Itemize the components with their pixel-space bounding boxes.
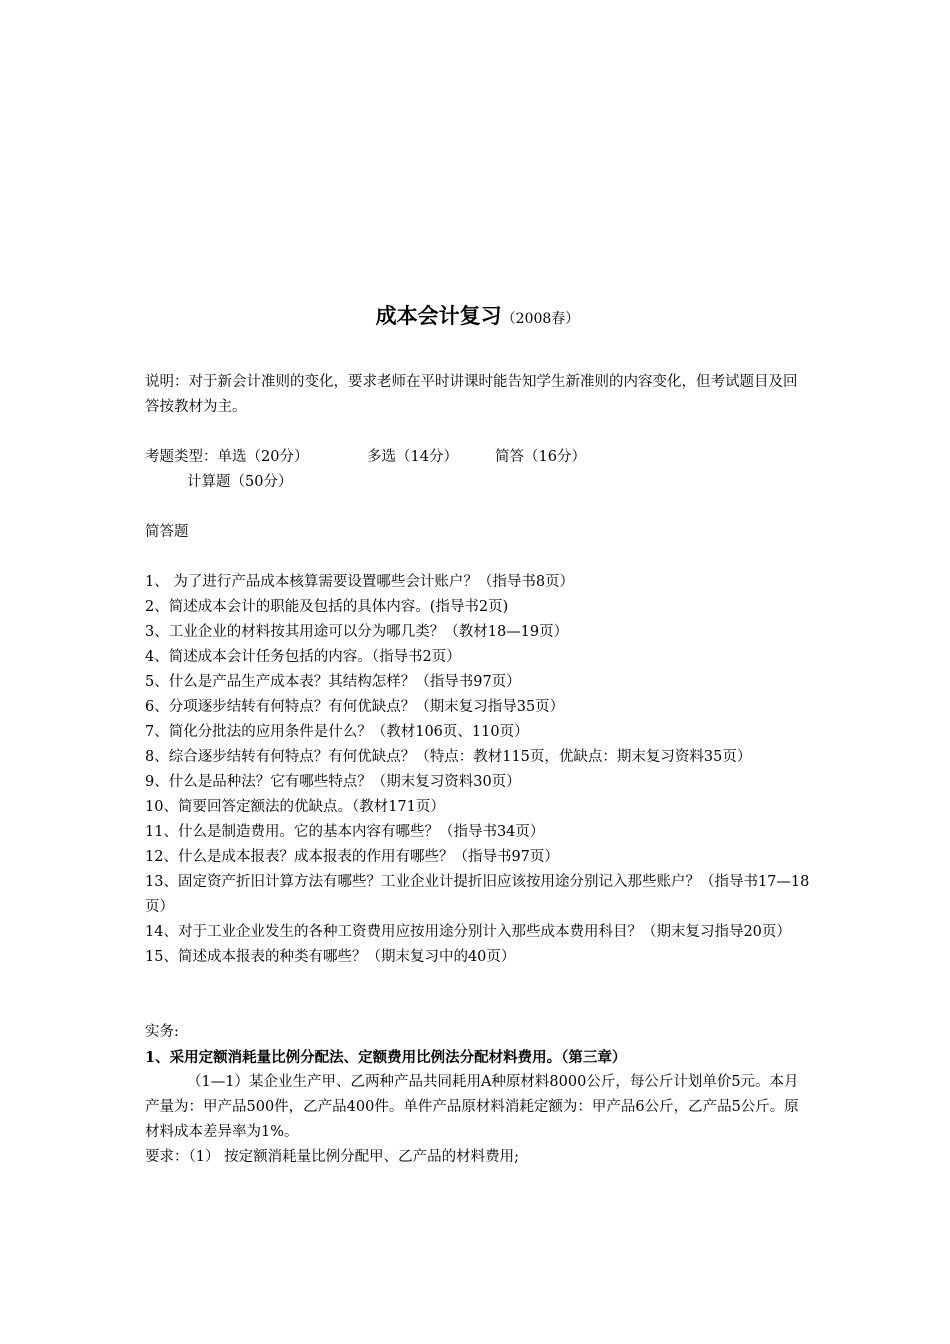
list-item: 6、分项逐步结转有何特点？有何优缺点？（期末复习指导35页） [145,699,565,715]
list-item: 15、简述成本报表的种类有哪些？（期末复习中的40页） [145,949,516,965]
list-item: 4、简述成本会计任务包括的内容。（指导书2页） [145,649,461,665]
title-main: 成本会计复习 [375,303,502,328]
document-title [145,300,810,330]
list-item: 7、简化分批法的应用条件是什么？（教材106页、110页） [145,724,529,740]
practice-item-body: （1—1）某企业生产甲、乙两种产品共同耗用A种原材料8000公斤，每公斤计划单价5元。本月产量为：甲产品500件，乙产品400件。单件产品原材料消耗定额为：甲产品6公斤，乙产品5公斤。原材料成本差异率为1%。 [145,1074,799,1140]
question-list [145,570,810,970]
exam-type-short: 简答（16分） [495,449,586,465]
list-item: 8、综合逐步结转有何特点？有何优缺点？（特点：教材115页，优缺点：期末复习资料35页） [145,749,752,765]
list-item: 12、什么是成本报表？成本报表的作用有哪些？（指导书97页） [145,849,559,865]
exam-type-single: 考题类型：单选（20分） [145,449,309,465]
exam-types [145,445,810,470]
practice-item-title: 1、采用定额消耗量比例分配法、定额费用比例法分配材料费用。（第三章） [145,1049,627,1066]
list-item: 10、简要回答定额法的优缺点。（教材171页） [145,799,445,815]
exam-type-calc: 计算题（50分） [187,474,293,490]
list-item: 1、 为了进行产品成本核算需要设置哪些会计账户？（指导书8页） [145,574,575,590]
title-sub: （2008春） [501,311,580,327]
exam-type-multi: 多选（14分） [367,449,458,465]
short-answer-heading: 简答题 [145,524,189,540]
note-paragraph: 说明：对于新会计准则的变化，要求老师在平时讲课时能告知学生新准则的内容变化，但考试题目及回答按教材为主。 [145,374,798,415]
practice-heading: 实务: [145,1024,179,1040]
list-item: 11、什么是制造费用。它的基本内容有哪些？（指导书34页） [145,824,545,840]
list-item: 9、什么是品种法？它有哪些特点？（期末复习资料30页） [145,774,521,790]
list-item: 2、简述成本会计的职能及包括的具体内容。(指导书2页) [145,599,509,615]
requirement-text: 要求：（1） 按定额消耗量比例分配甲、乙产品的材料费用; [145,1149,519,1165]
document-page [145,300,810,1170]
list-item: 13、固定资产折旧计算方法有哪些？工业企业计提折旧应该按用途分别记入那些账户？（指导书17—18页） [145,874,810,915]
list-item: 5、什么是产品生产成本表？其结构怎样？（指导书97页） [145,674,521,690]
list-item: 3、工业企业的材料按其用途可以分为哪几类？（教材18—19页） [145,624,569,640]
list-item: 14、对于工业企业发生的各种工资费用应按用途分别计入那些成本费用科目？（期末复习指导20页） [145,924,791,940]
